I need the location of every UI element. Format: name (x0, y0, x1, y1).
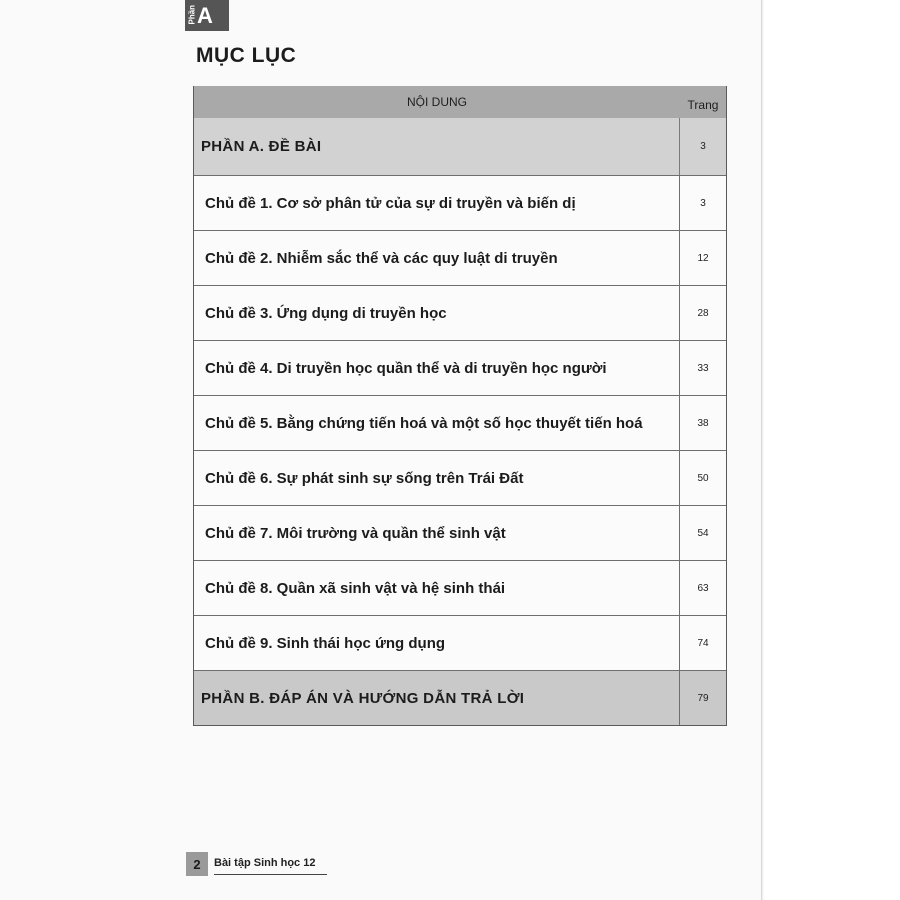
toc-header (194, 86, 726, 118)
toc-row-part-a[interactable] (194, 118, 726, 175)
toc-row-page: 33 (679, 341, 726, 395)
toc-row-page: 74 (679, 616, 726, 670)
toc-row-label: Chủ đề 3. Ứng dụng di truyền học (205, 304, 447, 322)
toc-row-page: 38 (679, 396, 726, 450)
toc-row-label: Chủ đề 2. Nhiễm sắc thể và các quy luật di truyền (205, 249, 558, 267)
footer-page-number: 2 (186, 852, 208, 876)
toc-row-topic-6[interactable] (194, 450, 726, 505)
toc-row-topic-8[interactable] (194, 560, 726, 615)
toc-row-page: 12 (679, 231, 726, 285)
toc-row-topic-5[interactable] (194, 395, 726, 450)
toc-row-label: PHẦN A. ĐỀ BÀI (201, 138, 322, 155)
toc-row-page: 50 (679, 451, 726, 505)
toc-row-part-b[interactable] (194, 670, 726, 725)
toc-row-label: Chủ đề 6. Sự phát sinh sự sống trên Trái Đất (205, 469, 524, 487)
toc-row-label: Chủ đề 5. Bằng chứng tiến hoá và một số học thuyết tiến hoá (205, 414, 643, 432)
page-footer (186, 852, 327, 876)
toc-row-page: 79 (679, 671, 726, 725)
toc-row-topic-3[interactable] (194, 285, 726, 340)
toc-row-topic-2[interactable] (194, 230, 726, 285)
part-badge (185, 0, 229, 31)
toc-row-page: 28 (679, 286, 726, 340)
toc-row-label: Chủ đề 7. Môi trường và quần thể sinh vật (205, 524, 506, 542)
toc-row-label: Chủ đề 9. Sinh thái học ứng dụng (205, 634, 446, 652)
toc-row-label: PHẦN B. ĐÁP ÁN VÀ HƯỚNG DẪN TRẢ LỜI (201, 689, 525, 707)
toc-row-topic-4[interactable] (194, 340, 726, 395)
toc-row-label: Chủ đề 1. Cơ sở phân tử của sự di truyền và biến dị (205, 194, 576, 212)
part-badge-label: Phần (187, 4, 197, 25)
toc-header-page: Trang (687, 98, 719, 112)
toc-header-content: NỘI DUNG (407, 95, 467, 109)
toc-row-topic-1[interactable] (194, 175, 726, 230)
footer-book-title: Bài tập Sinh học 12 (214, 852, 327, 875)
toc-table (193, 86, 727, 726)
toc-row-page: 3 (679, 118, 726, 175)
page-title: MỤC LỤC (196, 44, 297, 67)
toc-row-topic-7[interactable] (194, 505, 726, 560)
part-badge-letter: A (197, 2, 213, 28)
toc-row-page: 3 (679, 176, 726, 230)
toc-row-page: 54 (679, 506, 726, 560)
toc-row-page: 63 (679, 561, 726, 615)
toc-row-label: Chủ đề 8. Quần xã sinh vật và hệ sinh thái (205, 579, 506, 597)
page-edge (761, 0, 764, 900)
toc-row-topic-9[interactable] (194, 615, 726, 670)
toc-row-label: Chủ đề 4. Di truyền học quần thể và di truyền học người (205, 359, 607, 377)
